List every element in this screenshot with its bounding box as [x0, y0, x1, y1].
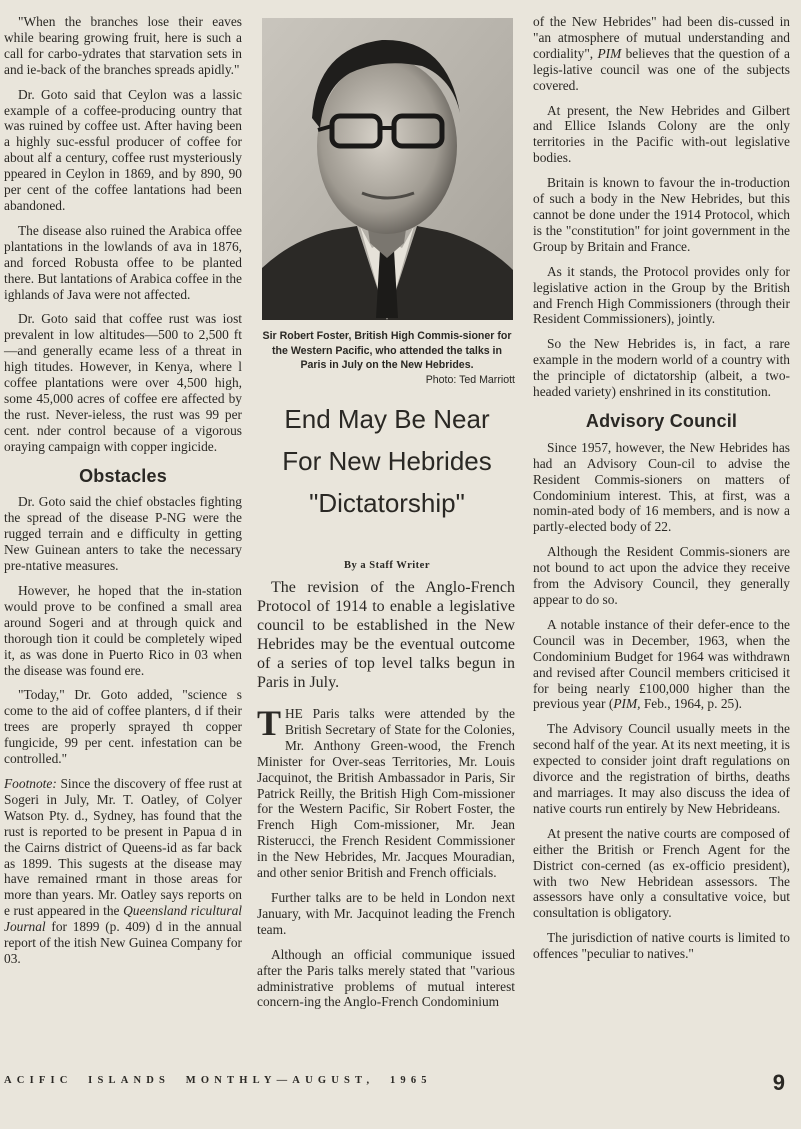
subhead-advisory-council: Advisory Council [585, 410, 738, 431]
body-paragraph: Britain is known to favour the in-troduction of such a body in the New Hebrides, but this cannot be done under the 1914 Protocol, which is the "constitution" for joint government in the Group by Britain and France. [533, 175, 790, 254]
footer-running-title: ACIFIC ISLANDS MONTHLY—AUGUST, 1965 [4, 1075, 432, 1086]
notable-text-b: Feb., 1964, p. 25). [640, 696, 743, 712]
obstacles-paragraphs [4, 494, 242, 767]
paragraph-communique: Although an official communique issued after the Paris talks merely stated that "various administrative problems of mutual interest concern-ing the Anglo-French Condominium [257, 946, 515, 1010]
photo-caption [259, 329, 515, 387]
paragraph-paris-talks [257, 703, 515, 881]
byline: By a Staff Writer [344, 560, 430, 571]
body-paragraph: Dr. Goto said that coffee rust was iost prevalent in low altitudes—500 to 2,500 ft—and generally ecame less of a threat in high titudes. However, in Kenya, where l coffee plantations were over 4,500 high, some 45,000 acres of coffee ere affected by the rust. Never-ieless, the rust was 99 per cent. nder control because of a vigorous oraying campaign with copper ingicide. [4, 311, 242, 454]
pim-ref: PIM [597, 45, 622, 61]
body-paragraph: So the New Hebrides is, in fact, a rare example in the modern world of a country with the principle of dictatorship (albeit, a two-headed variety) enshrined in its constitution. [533, 336, 790, 400]
body-paragraph: Since 1957, however, the New Hebrides has had an Advisory Coun-cil to advise the Resident Commis-sioners on matters of Condominium interest. This, at first, was a nomin-ated body of 16 members, and is now a partly-elected body of 22. [533, 439, 790, 535]
portrait-photo [262, 18, 513, 320]
article-headline [262, 398, 512, 524]
body-paragraph: "Today," Dr. Goto added, "science s come to the aid of coffee planters, d if their trees are properly sprayed th copper fungicide, 99 per cent. infestation can be controlled." [4, 687, 242, 767]
paris-talks-text: HE Paris talks were attended by the British Secretary of State for the Colonies, Mr. Anthony Green-wood, the French Minister for Over-seas Territories, Mr. Louis Jacquinot, the British Ambassador in Paris, Sir Patrick Reilly, the British High Com-missioner for the Western Pacific, Sir Robert Foster, the French High Com-missioner, Mr. Jean Risterucci, the French Resident Commissioner in the New Hebrides, Mr. Jacques Mouradian, and other senior British and French officials. [257, 706, 515, 881]
page-footer [0, 1070, 801, 1100]
body-paragraph: The Advisory Council usually meets in the second half of the year. At its next meeting, it is expected to consider joint draft regulations on divorce and the registration of births, deaths and marriages. It may also discuss the idea of native courts run entirely by New Hebrideans. [533, 721, 790, 816]
headline-line-3: "Dictatorship" [309, 488, 465, 518]
article-column-right [533, 14, 790, 971]
article-column-left [4, 14, 242, 976]
body-paragraph: At present the native courts are composed of either the British or French Agent for the District con-cerned (as ex-officio president), with two New Hebridean assessors. The assessors have only a consultative voice, but consultation is obligatory. [533, 825, 790, 921]
subhead-obstacles: Obstacles [79, 465, 167, 486]
advisory-paragraphs [533, 440, 790, 608]
caption-text: Sir Robert Foster, British High Commis-sioner for the Western Pacific, who attended the talks in Paris in July on the New Hebrides. [262, 330, 512, 371]
footnote [4, 776, 242, 967]
page-number: 9 [772, 1070, 785, 1095]
body-paragraph: However, he hoped that the in-station would prove to be confined a small area around Sogeri and at through quick and thorough tion it could be completely wiped it, as was done in Puerto Rico in 03 when the disease was found ere. [4, 583, 242, 678]
paragraph-continued [533, 14, 790, 94]
body-paragraph: The jurisdiction of native courts is limited to offences "peculiar to natives." [533, 930, 790, 962]
body-paragraph: "When the branches lose their eaves while bearing growing fruit, here is such a call for carbo-ydrates that starvation sets in and ie-back of the branches spreads apidly." [4, 14, 242, 77]
body-paragraph: At present, the New Hebrides and Gilbert and Ellice Islands Colony are the only territories in the Pacific with-out legislative bodies. [533, 102, 790, 166]
headline-line-2: For New Hebrides [282, 446, 492, 476]
photo-credit: Photo: Ted Marriott [425, 373, 515, 386]
headline-line-1: End May Be Near [284, 404, 490, 434]
body-paragraph: Dr. Goto said that Ceylon was a lassic example of a coffee-producing ountry that was ruined by coffee ust. After having been a highly suc-essful producer of coffee for about alf a century, coffee rust mysteriously ppeared in Ceylon in 1869, and by 890, 90 per cent of the coffee lantations had been abandoned. [4, 86, 242, 213]
protocol-paragraphs [533, 103, 790, 400]
article-column-middle [257, 578, 515, 1019]
footnote-text-2: for 1899 (p. 409) d in the annual report of the itish New Guinea Company for 03. [4, 919, 242, 966]
paragraph-further-talks: Further talks are to be held in London next January, with Mr. Jacquinot leading the French team. [257, 889, 515, 937]
drop-cap: T [257, 703, 282, 743]
paragraph-notable-instance [533, 617, 790, 712]
notable-ref: PIM, [613, 696, 641, 712]
continued-text-a: of the New Hebrides" had been dis-cussed in "an atmosphere of mutual understanding and cordiality", [533, 14, 790, 61]
footnote-journal: Queensland ricultural Journal [4, 903, 242, 935]
notable-text-a: A notable instance of their defer-ence to the Council was in December, 1963, when the Condominium Budget for 1964 was withdrawn and revised after Council members criticised it for being nearly £100,000 higher than the previous year ( [533, 616, 790, 712]
footnote-label: Footnote: [4, 775, 57, 791]
article-intro: The revision of the Anglo-French Protocol of 1914 to enable a legislative council to be established in the New Hebrides may be the eventual outcome of a series of top level talks begun in Paris in July. [257, 579, 515, 691]
body-paragraph: As it stands, the Protocol provides only for legislative action in the Group by the British and French High Commissioners (through their Resident Commissioners), jointly. [533, 263, 790, 327]
body-paragraph: The disease also ruined the Arabica offee plantations in the lowlands of ava in 1876, and forced Robusta offee to be planted there. But lantations of Arabica coffee in the ighlands of Java were not affected. [4, 222, 242, 302]
coffee-rust-paragraphs [4, 14, 242, 455]
body-paragraph: Although the Resident Commis-sioners are not bound to act upon the advice they receive from the Advisory Council, they generally appear to do so. [533, 544, 790, 607]
footnote-text-1: Since the discovery of ffee rust at Sogeri in July, Mr. T. Oatley, of Colyer Watson Pty. d., Sydney, has found that the rust is reported to be present in Papua d in the Cairns district of Queens-id as far back as 1899. This sugests at the disease may have remained rmant in those areas for more than years. Mr. Oatley says reports on e rust appeared in the [4, 775, 242, 919]
continued-text-b: believes that the question of a legis-lative council was one of the subjects covered. [533, 45, 790, 93]
body-paragraph: Dr. Goto said the chief obstacles fighting the spread of the disease P-NG were the rugged terrain and e difficulty in getting New Guinean anters to take the necessary pre-ntative measures. [4, 494, 242, 574]
native-courts-paragraphs [533, 721, 790, 962]
